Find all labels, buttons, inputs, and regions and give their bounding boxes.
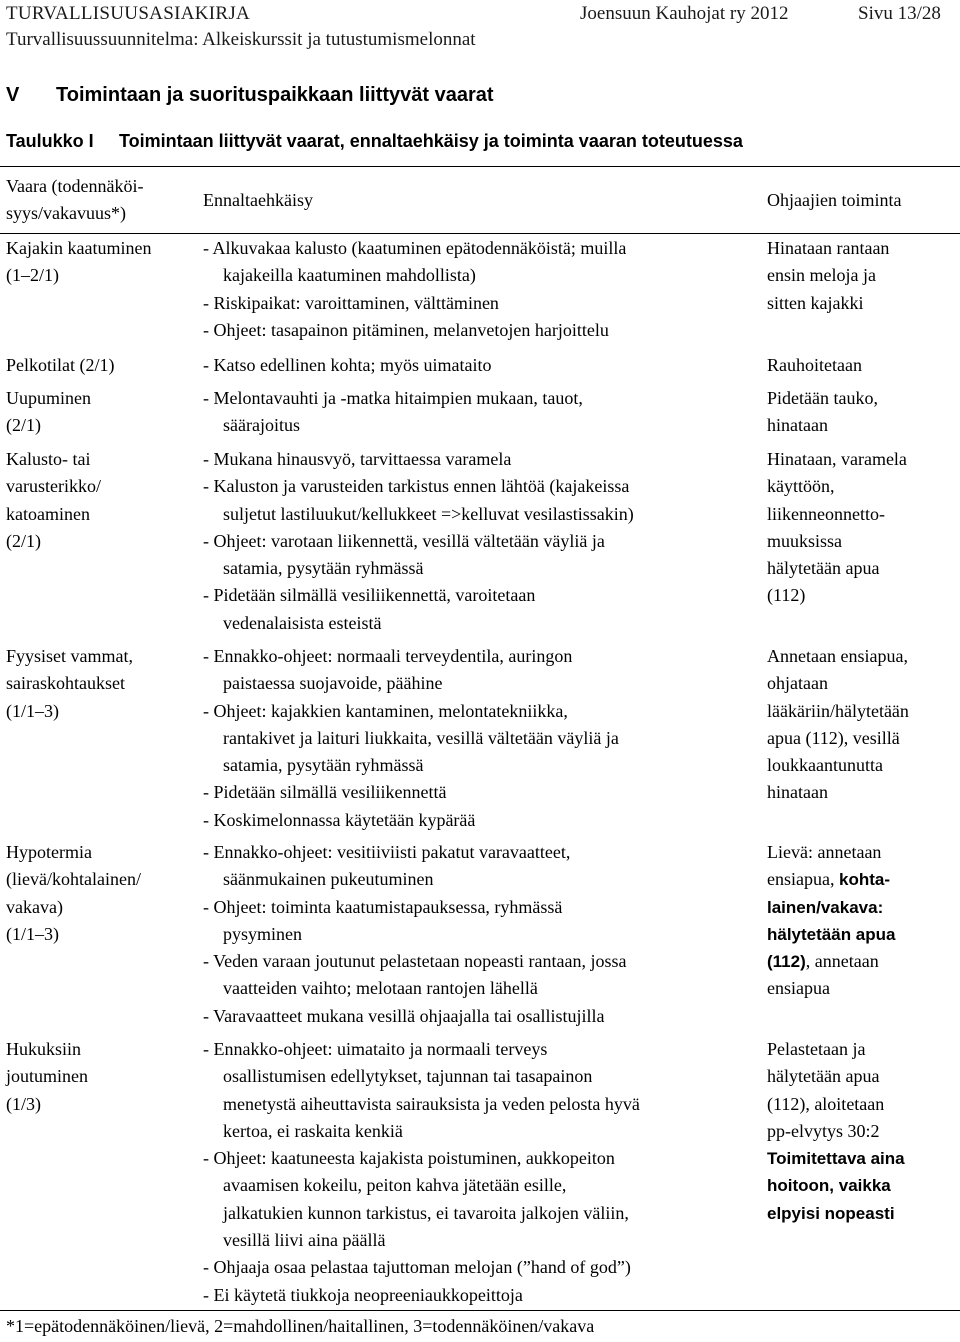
table-caption: Toimintaan liittyvät vaarat, ennaltaehkäisy ja toiminta vaaran toteutuessa — [119, 131, 743, 151]
table-row-prevention: - Ennakko-ohjeet: vesitiiviisti pakatut varavaatteet, säänmukainen pukeutuminen - Ohjeet: toiminta kaatumistapauksessa, ryhmässä pysyminen - Veden varaan joutunut pelastetaan nopeasti rantaan, jossa vaatteiden vaihto; melotaan rantojen lähellä - Varavaatteet mukana vesillä ohjaajalla tai osallistujilla — [203, 842, 627, 1026]
table-row-hazard: Kajakin kaatuminen (1–2/1) — [6, 238, 152, 286]
table-top-rule — [0, 166, 960, 167]
table-header-rule — [0, 233, 960, 234]
table-row-action: Lievä: annetaan ensiapua, kohta- lainen/vakava: hälytetään apua (112), annetaan ensiapua — [767, 842, 896, 999]
table-row-prevention: - Melontavauhti ja -matka hitaimpien mukaan, tauot, säärajoitus — [203, 388, 583, 436]
organization-year: Joensuun Kauhojat ry 2012 — [580, 3, 789, 24]
table-row-action: Annetaan ensiapua, ohjataan lääkäriin/hälytetään apua (112), vesillä loukkaantunutta hinataan — [767, 646, 909, 803]
table-row-action: Hinataan, varamela käyttöön, liikenneonnetto- muuksissa hälytetään apua (112) — [767, 449, 907, 606]
document-subtitle: Turvallisuussuunnitelma: Alkeiskurssit ja tutustumismelonnat — [6, 29, 476, 50]
footnote: *1=epätodennäköinen/lievä, 2=mahdollinen/haitallinen, 3=todennäköinen/vakava — [6, 1316, 595, 1336]
table-row-hazard: Fyysiset vammat, sairaskohtaukset (1/1–3) — [6, 646, 133, 721]
page-number: Sivu 13/28 — [858, 3, 941, 24]
table-row-action: Pidetään tauko, hinataan — [767, 388, 878, 436]
table-row-hazard: Hukuksiin joutuminen (1/3) — [6, 1039, 88, 1114]
table-row-action: Pelastetaan ja hälytetään apua (112), aloitetaan pp-elvytys 30:2 Toimitettava aina hoitoon, vaikka elpyisi nopeasti — [767, 1039, 905, 1223]
column-header-action: Ohjaajien toiminta — [767, 190, 902, 210]
table-row-prevention: - Katso edellinen kohta; myös uimataito — [203, 355, 492, 375]
table-row-prevention: - Ennakko-ohjeet: normaali terveydentila, auringon paistaessa suojavoide, päähine - Ohjeet: kajakkien kantaminen, melontatekniikka, rantakivet ja laituri liukkaita, vesillä vältetään väyliä ja satamia, pysytään ryhmässä - Pidetään silmällä vesiliikennettä - Koskimelonnassa käytetään kypärää — [203, 646, 619, 830]
table-bottom-rule — [0, 1310, 960, 1311]
column-header-hazard: Vaara (todennäköi- syys/vakavuus*) — [6, 176, 144, 224]
table-row-hazard: Pelkotilat (2/1) — [6, 355, 115, 375]
table-row-prevention: - Mukana hinausvyö, tarvittaessa varamela - Kaluston ja varusteiden tarkistus ennen lähtöä (kajakeissa suljetut lastiluukut/kellukkeet =>kelluvat vesilastissakin) - Ohjeet: varotaan liikennettä, vesillä vältetään väyliä ja satamia, pysytään ryhmässä - Pidetään silmällä vesiliikennettä, varoitetaan vedenalaisista esteistä — [203, 449, 634, 633]
table-row-hazard: Uupuminen (2/1) — [6, 388, 91, 436]
table-label: Taulukko I — [6, 131, 94, 151]
section-title: Toimintaan ja suorituspaikkaan liittyvät vaarat — [56, 84, 494, 106]
table-row-hazard: Hypotermia (lievä/kohtalainen/ vakava) (1/1–3) — [6, 842, 141, 944]
column-header-prevention: Ennaltaehkäisy — [203, 190, 313, 210]
table-row-prevention: - Ennakko-ohjeet: uimataito ja normaali terveys osallistumisen edellytykset, tajunnan tai tasapainon menetystä aiheuttavista sairauksista ja veden pelosta hyvä kertoa, ei raskaita kenkiä - Ohjeet: kaatuneesta kajakista poistuminen, aukkopeiton avaamisen kokeilu, peiton kahva jätetään esille, jalkatukien kunnon tarkistus, ei tavaroita jalkojen väliin, vesillä liivi aina päällä - Ohjaaja osaa pelastaa tajuttoman melojan (”hand of god”) - Ei käytetä tiukkoja neopreeniaukkopeittoja — [203, 1039, 640, 1305]
table-row-prevention: - Alkuvakaa kalusto (kaatuminen epätodennäköistä; muilla kajakeilla kaatuminen mahdollista) - Riskipaikat: varoittaminen, välttäminen - Ohjeet: tasapainon pitäminen, melanvetojen harjoittelu — [203, 238, 627, 340]
table-row-action: Rauhoitetaan — [767, 355, 862, 375]
document-title: TURVALLISUUSASIAKIRJA — [6, 3, 251, 24]
table-row-hazard: Kalusto- tai varusterikko/ katoaminen (2/1) — [6, 449, 101, 551]
table-row-action: Hinataan rantaan ensin meloja ja sitten kajakki — [767, 238, 890, 313]
section-number: V — [6, 84, 20, 106]
